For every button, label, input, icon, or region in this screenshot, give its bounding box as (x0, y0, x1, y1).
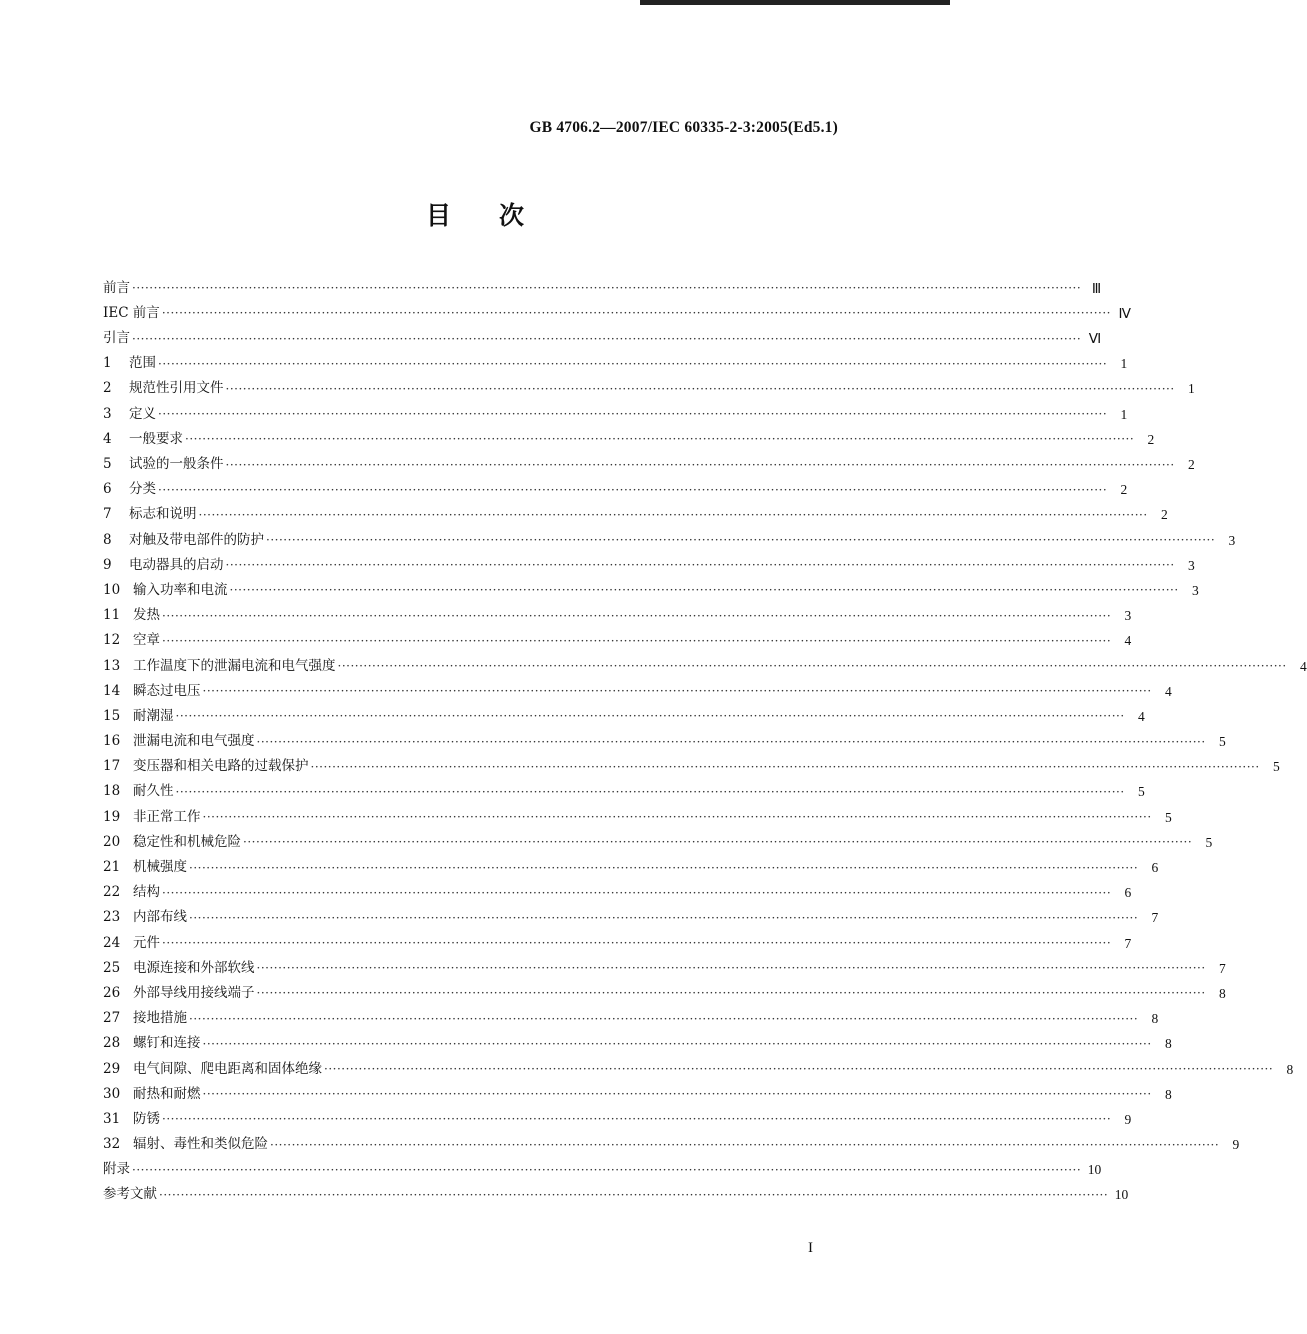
toc-entry-label: IEC 前言 (103, 304, 160, 321)
toc-entry-label: 一般要求 (129, 430, 183, 447)
toc-entry-page: 9 (1124, 1111, 1132, 1127)
toc-entry-label: 电源连接和外部软线 (133, 959, 255, 976)
standard-code: GB 4706.2—2007/IEC 60335-2-3:2005(Ed5.1) (529, 119, 838, 136)
toc-leader-dots: ···························································································································································································································· (175, 784, 1125, 799)
toc-entry[interactable] (103, 346, 1128, 372)
toc-leader-dots: ···························································································································································································································· (198, 507, 1148, 522)
toc-entry-number: 16 (103, 733, 121, 750)
toc-entry-number: 6 (103, 481, 112, 498)
toc-entry-label: 内部布线 (133, 909, 187, 926)
toc-entry-number: 14 (103, 682, 121, 699)
toc-entry-label: 工作温度下的泄漏电流和电气强度 (133, 657, 336, 674)
toc-leader-dots: ···························································································································································································································· (162, 885, 1112, 900)
toc-entry-number: 30 (103, 1085, 121, 1102)
toc-entry-label: 泄漏电流和电气强度 (133, 733, 255, 750)
toc-entry-page: 7 (1151, 910, 1159, 926)
toc-entry-number: 22 (103, 884, 121, 901)
toc-entry[interactable] (103, 497, 1168, 523)
toc-entry-label: 外部导线用接线端子 (133, 984, 255, 1001)
toc-leader-dots: ···························································································································································································································· (189, 860, 1139, 875)
toc-entry-number: 13 (103, 657, 121, 674)
toc-leader-dots: ···························································································································································································································· (185, 432, 1135, 447)
toc-entry[interactable] (103, 1101, 1132, 1127)
toc-leader-dots: ···························································································································································································································· (189, 910, 1139, 925)
toc-entry-number: 11 (103, 607, 121, 624)
toc-entry-page: Ⅲ (1091, 280, 1102, 296)
toc-leader-dots: ···························································································································································································································· (266, 533, 1216, 548)
toc-entry-label: 空章 (133, 632, 160, 649)
toc-leader-dots: ···························································································································································································································· (225, 381, 1175, 396)
toc-entry-label: 结构 (133, 884, 160, 901)
toc-leader-dots: ···························································································································································································································· (256, 961, 1206, 976)
toc-entry-label: 定义 (129, 405, 156, 422)
toc-leader-dots: ···························································································································································································································· (225, 457, 1175, 472)
toc-entry[interactable] (103, 1051, 1294, 1077)
toc-entry-page: 5 (1205, 834, 1213, 850)
toc-leader-dots: ···························································································································································································································· (202, 1087, 1152, 1102)
toc-entry-number: 25 (103, 959, 121, 976)
toc-entry-page: 1 (1120, 356, 1128, 372)
toc-leader-dots: ···························································································································································································································· (229, 583, 1179, 598)
toc-entry-page: 2 (1187, 457, 1195, 472)
toc-entry-label: 螺钉和连接 (133, 1035, 201, 1052)
toc-entry-number: 8 (103, 531, 112, 548)
toc-entry-label: 附录 (103, 1161, 130, 1178)
toc-entry-page: 2 (1160, 507, 1168, 523)
toc-entry-label: 引言 (103, 330, 130, 347)
toc-entry-label: 前言 (103, 279, 130, 296)
toc-entry-page: 8 (1218, 985, 1226, 1001)
toc-entry-label: 分类 (129, 481, 156, 498)
toc-entry-page: 5 (1272, 759, 1280, 775)
toc-entry-page: 5 (1218, 734, 1226, 750)
toc-entry-label: 电气间隙、爬电距离和固体绝缘 (133, 1060, 322, 1077)
toc-entry[interactable] (103, 875, 1132, 901)
toc-entry[interactable] (103, 421, 1155, 447)
toc-entry-number: 32 (103, 1136, 121, 1153)
toc-leader-dots: ···························································································································································································································· (162, 608, 1112, 623)
toc-entry-number: 7 (103, 506, 112, 523)
toc-entry-label: 参考文献 (103, 1186, 157, 1203)
toc-leader-dots: ···························································································································································································································· (202, 1036, 1152, 1051)
toc-leader-dots: ···························································································································································································································· (324, 1062, 1274, 1076)
toc-leader-dots: ···························································································································································································································· (202, 810, 1152, 825)
toc-leader-dots: ···························································································································································································································· (202, 684, 1152, 699)
toc-leader-dots: ···························································································································································································································· (158, 482, 1108, 497)
toc-entry[interactable] (103, 623, 1132, 649)
toc-entry-label: 对触及带电部件的防护 (129, 531, 264, 548)
toc-entry-page: 2 (1120, 482, 1128, 498)
toc-entry-label: 元件 (133, 934, 160, 951)
toc-entry-page: 8 (1151, 1011, 1159, 1027)
toc-entry-page: 5 (1164, 809, 1172, 825)
toc-leader-dots: ···························································································································································································································· (270, 1137, 1220, 1152)
toc-leader-dots: ···························································································································································································································· (256, 986, 1206, 1001)
toc-leader-dots: ···························································································································································································································· (158, 356, 1108, 371)
toc-entry-number: 19 (103, 808, 121, 825)
toc-entry[interactable] (103, 1000, 1159, 1027)
toc-entry-page: 8 (1164, 1086, 1172, 1102)
toc-entry-label: 范围 (129, 355, 156, 372)
toc-entry-page: Ⅳ (1118, 305, 1131, 321)
page-title: 目次 (425, 201, 572, 230)
toc-entry[interactable] (103, 824, 1213, 850)
top-rule (640, 0, 950, 5)
toc-entry-page: 8 (1164, 1036, 1172, 1052)
toc-leader-dots: ···························································································································································································································· (132, 331, 1082, 346)
toc-entry[interactable] (103, 547, 1195, 573)
toc-entry-page: 6 (1124, 885, 1132, 901)
toc-entry-page: 2 (1147, 431, 1155, 447)
toc-entry-number: 12 (103, 632, 121, 649)
toc-entry-page: 3 (1228, 532, 1236, 548)
toc-entry[interactable] (103, 371, 1195, 397)
toc-entry[interactable] (103, 270, 1102, 296)
toc-leader-dots: ···························································································································································································································· (310, 759, 1260, 774)
toc-entry-label: 耐热和耐燃 (133, 1085, 201, 1102)
toc-entry[interactable] (103, 950, 1226, 976)
toc-leader-dots: ···························································································································································································································· (162, 633, 1112, 648)
toc-entry-page: Ⅵ (1088, 331, 1102, 347)
toc-entry[interactable] (103, 597, 1132, 624)
toc-leader-dots: ···························································································································································································································· (162, 1112, 1112, 1127)
toc-entry-page: 4 (1164, 683, 1172, 699)
toc-entry-page: 4 (1299, 658, 1307, 674)
toc-leader-dots: ···························································································································································································································· (158, 407, 1108, 422)
toc-leader-dots: ···························································································································································································································· (132, 281, 1082, 296)
toc-entry-number: 20 (103, 833, 121, 850)
toc-entry[interactable] (103, 774, 1145, 800)
toc-entry-number: 17 (103, 758, 121, 775)
toc-entry[interactable] (103, 799, 1172, 825)
toc-entry[interactable] (103, 522, 1236, 548)
toc-entry-page: 6 (1151, 860, 1159, 875)
toc-entry-label: 机械强度 (133, 859, 187, 875)
toc-entry-label: 标志和说明 (129, 506, 197, 523)
toc-leader-dots: ···························································································································································································································· (175, 709, 1125, 724)
toc-entry-number: 9 (103, 556, 112, 573)
toc-entry-label: 瞬态过电压 (133, 682, 201, 699)
toc-entry-label: 非正常工作 (133, 808, 201, 825)
toc-entry-page: 9 (1232, 1137, 1240, 1153)
toc-leader-dots: ···························································································································································································································· (162, 936, 1112, 951)
toc-entry-label: 输入功率和电流 (133, 581, 228, 598)
toc-entry[interactable] (103, 320, 1102, 347)
toc-entry-number: 4 (103, 430, 112, 447)
toc-entry-label: 稳定性和机械危险 (133, 833, 241, 850)
toc-entry-page: 3 (1191, 582, 1199, 598)
toc-entry-page: 7 (1124, 935, 1132, 951)
toc-entry[interactable] (103, 723, 1226, 750)
toc-entry-number: 10 (103, 581, 121, 598)
toc-entry-label: 耐潮湿 (133, 707, 174, 724)
toc-entry-page: 3 (1124, 608, 1132, 624)
toc-entry[interactable] (103, 446, 1195, 472)
toc-entry-number: 2 (103, 380, 112, 397)
toc-entry-page: 1 (1120, 406, 1128, 422)
toc-entry-page: 3 (1187, 557, 1195, 573)
toc-entry-label: 辐射、毒性和类似危险 (133, 1136, 268, 1153)
page-number: I (808, 1240, 813, 1256)
toc-entry-label: 接地措施 (133, 1010, 187, 1027)
table-of-contents (103, 270, 1307, 1203)
toc-entry[interactable] (103, 673, 1172, 699)
toc-entry[interactable] (103, 749, 1280, 775)
toc-entry-number: 3 (103, 405, 112, 422)
toc-entry-number: 15 (103, 707, 121, 724)
toc-leader-dots: ···························································································································································································································· (161, 306, 1111, 321)
toc-entry[interactable] (103, 572, 1199, 598)
toc-entry-label: 防锈 (133, 1110, 160, 1127)
toc-entry-label: 发热 (133, 607, 160, 624)
toc-entry[interactable] (103, 648, 1307, 674)
toc-entry-page: 1 (1187, 381, 1195, 397)
toc-entry[interactable] (103, 1026, 1172, 1052)
toc-entry[interactable] (103, 295, 1131, 321)
toc-entry[interactable] (103, 396, 1128, 422)
toc-entry-number: 31 (103, 1110, 121, 1127)
toc-entry-number: 26 (103, 984, 121, 1001)
toc-leader-dots: ···························································································································································································································· (243, 835, 1193, 850)
toc-entry[interactable] (103, 849, 1159, 875)
toc-entry-page: 7 (1218, 960, 1226, 976)
toc-entry[interactable] (103, 900, 1159, 926)
toc-entry-number: 5 (103, 456, 112, 472)
toc-entry-number: 23 (103, 909, 121, 926)
toc-entry[interactable] (103, 1152, 1102, 1178)
toc-entry-number: 27 (103, 1010, 121, 1027)
toc-entry-number: 1 (103, 355, 112, 372)
toc-entry-page: 8 (1286, 1061, 1294, 1077)
toc-entry[interactable] (103, 925, 1132, 951)
toc-entry-label: 电动器具的启动 (129, 556, 224, 573)
toc-leader-dots: ···························································································································································································································· (225, 558, 1175, 573)
toc-leader-dots: ···························································································································································································································· (132, 1162, 1082, 1177)
toc-leader-dots: ···························································································································································································································· (189, 1011, 1139, 1026)
toc-entry-page: 5 (1137, 784, 1145, 800)
toc-entry-number: 24 (103, 934, 121, 951)
toc-entry-label: 试验的一般条件 (129, 456, 224, 472)
toc-entry[interactable] (103, 975, 1226, 1001)
toc-entry-page: 4 (1124, 633, 1132, 649)
toc-leader-dots: ···························································································································································································································· (337, 659, 1287, 673)
toc-entry-label: 规范性引用文件 (129, 380, 224, 397)
toc-leader-dots: ···························································································································································································································· (256, 734, 1206, 749)
toc-entry-number: 21 (103, 859, 121, 875)
toc-entry[interactable] (103, 1126, 1240, 1153)
toc-entry-number: 29 (103, 1060, 121, 1077)
toc-entry-label: 耐久性 (133, 783, 174, 800)
toc-entry-page: 10 (1087, 1162, 1102, 1178)
toc-entry-label: 变压器和相关电路的过载保护 (133, 758, 309, 775)
toc-leader-dots: ···························································································································································································································· (159, 1187, 1109, 1202)
toc-entry[interactable] (103, 698, 1145, 724)
toc-entry-page: 4 (1137, 708, 1145, 724)
toc-entry-number: 28 (103, 1035, 121, 1052)
toc-entry[interactable] (103, 472, 1128, 498)
toc-entry-number: 18 (103, 783, 121, 800)
toc-entry[interactable] (103, 1177, 1129, 1203)
toc-entry-page: 10 (1114, 1187, 1129, 1203)
toc-entry[interactable] (103, 1076, 1172, 1102)
